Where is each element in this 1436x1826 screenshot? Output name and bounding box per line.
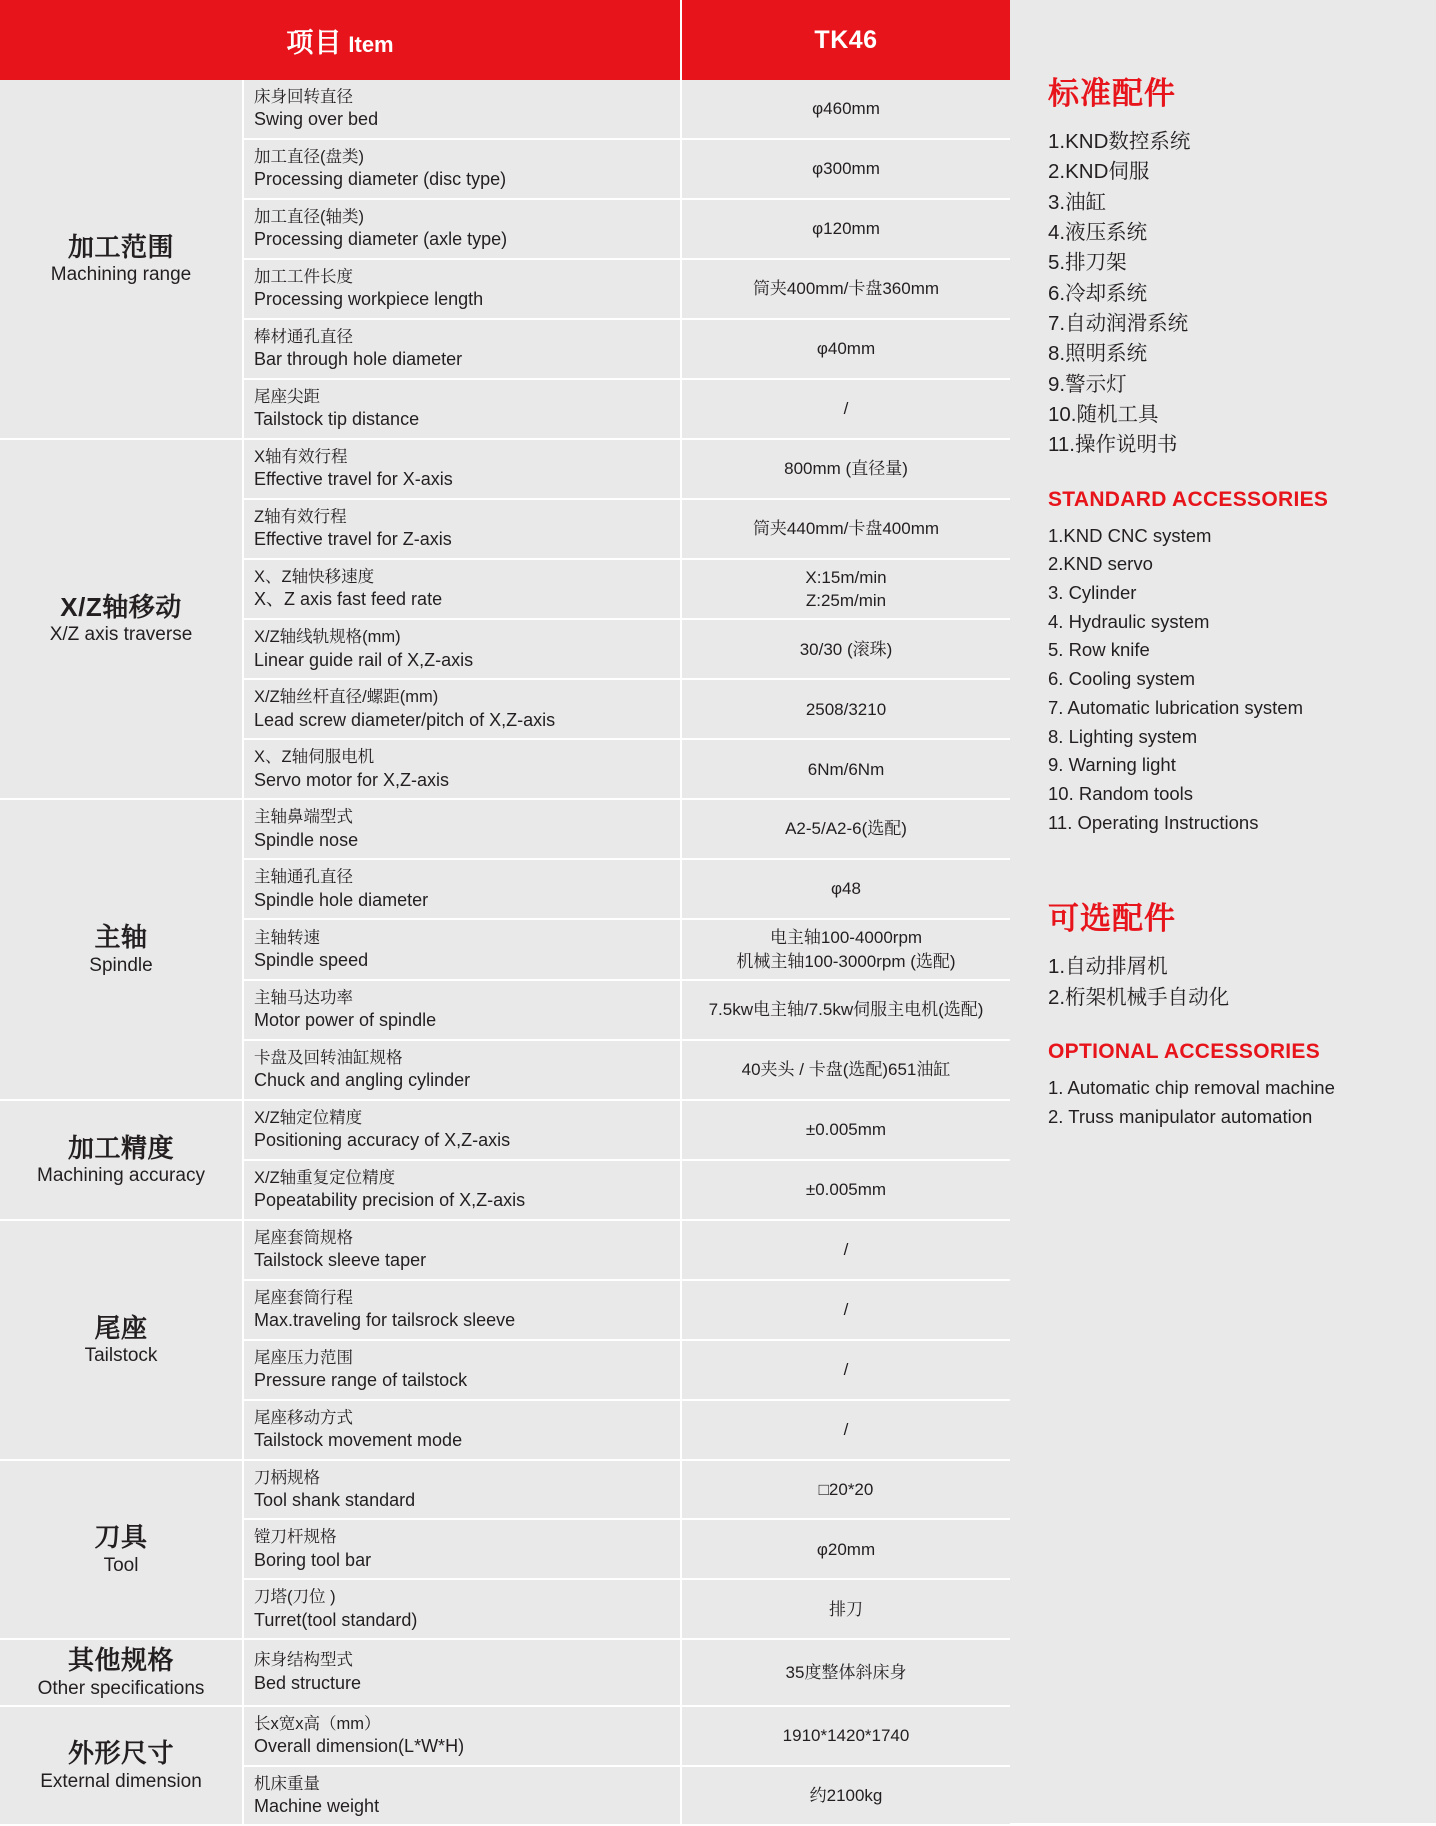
item-label-cn: X/Z轴重复定位精度	[254, 1168, 396, 1187]
value-cell	[681, 439, 1010, 499]
item-label-cn: 尾座套筒规格	[254, 1228, 353, 1247]
item-label-en: Machine weight	[254, 1795, 380, 1816]
value-line: 2508/3210	[805, 699, 887, 719]
item-label-en: Tailstock movement mode	[254, 1430, 463, 1450]
standard-accessories-list-cn	[1048, 127, 1408, 461]
standard-accessory-item-cn: 4.液压系统	[1048, 220, 1148, 244]
group-cell	[0, 799, 243, 1100]
panel-spacer	[1048, 863, 1408, 893]
item-label-en: Popeatability precision of X,Z-axis	[254, 1190, 526, 1211]
value-line: φ300mm	[812, 159, 880, 179]
item-label-en: Tailstock sleeve taper	[254, 1250, 427, 1271]
item-label-en: Bar through hole diameter	[254, 349, 463, 370]
value-cell	[681, 559, 1010, 620]
value-line: φ120mm	[812, 219, 880, 239]
accessories-panel	[1010, 0, 1436, 1823]
standard-accessory-item-en: 2.KND servo	[1048, 553, 1153, 575]
optional-accessory-item-cn: 2.桁架机械手自动化	[1048, 985, 1230, 1009]
item-cell	[243, 379, 681, 439]
value-line: 30/30 (滚珠)	[799, 639, 893, 659]
item-label-cn: 棒材通孔直径	[254, 327, 353, 346]
item-label-cn: 尾座套筒行程	[254, 1288, 353, 1307]
value-cell	[681, 919, 1010, 980]
item-label-en: Processing workpiece length	[254, 289, 484, 310]
item-label-en: Chuck and angling cylinder	[254, 1070, 471, 1091]
standard-accessory-item-cn: 3.油缸	[1048, 190, 1107, 214]
item-cell	[243, 1340, 681, 1400]
item-label-cn: 床身回转直径	[254, 88, 353, 106]
value-cell	[681, 379, 1010, 439]
optional-accessory-item-en: 2. Truss manipulator automation	[1048, 1105, 1313, 1127]
table-row	[0, 1100, 1010, 1160]
standard-accessory-item-en: 9. Warning light	[1048, 754, 1176, 776]
standard-accessory-item-cn: 6.冷却系统	[1048, 281, 1148, 305]
item-cell	[243, 139, 681, 199]
value-cell	[681, 199, 1010, 259]
item-label-cn: 主轴马达功率	[254, 989, 353, 1007]
value-line: φ460mm	[812, 99, 880, 119]
standard-accessory-item-cn: 9.警示灯	[1048, 372, 1127, 396]
item-label-cn: X、Z轴快移速度	[254, 567, 375, 586]
value-line: 机械主轴100-3000rpm (选配)	[736, 951, 956, 971]
value-cell	[681, 739, 1010, 799]
header-item	[0, 0, 681, 80]
group-cell	[0, 1639, 243, 1705]
value-line: 6Nm/6Nm	[807, 759, 885, 779]
item-label-cn: 加工直径(盘类)	[254, 147, 364, 166]
item-label-en: Spindle nose	[254, 829, 359, 850]
value-cell	[681, 1220, 1010, 1280]
item-label-cn: 加工直径(轴类)	[254, 207, 364, 226]
item-label-en: Bed structure	[254, 1672, 362, 1693]
item-cell	[243, 199, 681, 259]
value-line: X:15m/min	[805, 567, 887, 587]
item-label-cn: 镗刀杆规格	[254, 1528, 337, 1547]
group-cell	[0, 80, 243, 439]
standard-accessory-item-cn: 2.KND伺服	[1048, 160, 1150, 184]
group-label-en: Tailstock	[84, 1345, 158, 1366]
standard-accessory-item-en: 5. Row knife	[1048, 639, 1150, 661]
value-line: 35度整体斜床身	[785, 1662, 907, 1682]
item-label-cn: 长x宽x高（mm）	[254, 1714, 381, 1733]
value-cell	[681, 1579, 1010, 1639]
value-line: Z:25m/min	[805, 590, 887, 610]
item-cell	[243, 1160, 681, 1220]
value-line: 40夹头 / 卡盘(选配)651油缸	[741, 1060, 951, 1080]
item-cell	[243, 739, 681, 799]
item-label-en: Max.traveling for tailsrock sleeve	[254, 1310, 516, 1331]
item-cell	[243, 1460, 681, 1520]
value-line: 筒夹440mm/卡盘400mm	[752, 518, 940, 538]
group-label-cn: 刀具	[94, 1522, 148, 1553]
table-row	[0, 799, 1010, 859]
value-line: □20*20	[818, 1479, 874, 1499]
standard-accessory-item-cn: 10.随机工具	[1048, 402, 1159, 426]
optional-accessory-item-cn: 1.自动排屑机	[1048, 955, 1168, 979]
value-cell	[681, 619, 1010, 679]
group-label-cn: 外形尺寸	[67, 1738, 174, 1769]
item-label-en: Swing over bed	[254, 109, 379, 130]
standard-accessory-item-cn: 1.KND数控系统	[1048, 130, 1191, 153]
optional-accessories-list-en	[1048, 1074, 1408, 1131]
value-line: /	[843, 1419, 849, 1439]
group-label-cn: 主轴	[94, 922, 148, 953]
item-cell	[243, 1400, 681, 1460]
group-label-en: Spindle	[89, 954, 153, 976]
item-label-cn: X、Z轴伺服电机	[254, 748, 375, 767]
value-cell	[681, 1639, 1010, 1705]
group-label-en: Other specifications	[37, 1677, 205, 1699]
value-line: 排刀	[829, 1599, 863, 1619]
item-label-en: Servo motor for X,Z-axis	[254, 769, 450, 790]
standard-accessory-item-en: 11. Operating Instructions	[1048, 811, 1259, 833]
table-row	[0, 1460, 1010, 1520]
item-cell	[243, 679, 681, 739]
value-cell	[681, 1340, 1010, 1400]
value-line: 800mm (直径量)	[784, 458, 908, 478]
item-label-cn: 刀塔(刀位 )	[254, 1588, 336, 1607]
value-cell	[681, 679, 1010, 739]
item-label-cn: X/Z轴线轨规格(mm)	[254, 628, 401, 647]
group-label-en: Machining accuracy	[37, 1165, 205, 1187]
standard-accessory-item-en: 4. Hydraulic system	[1048, 610, 1210, 632]
item-cell	[243, 80, 681, 139]
group-label-en: External dimension	[40, 1770, 202, 1792]
item-cell	[243, 619, 681, 679]
table-body	[0, 80, 1010, 1825]
value-cell	[681, 799, 1010, 859]
item-label-cn: X轴有效行程	[254, 447, 348, 466]
standard-accessory-item-en: 1.KND CNC system	[1048, 524, 1212, 546]
group-label-en: X/Z axis traverse	[49, 624, 193, 646]
item-cell	[243, 1220, 681, 1280]
item-label-cn: 床身结构型式	[254, 1651, 353, 1670]
header-item-cn: 项目	[286, 27, 343, 58]
standard-accessories-title-cn: 标准配件	[1048, 76, 1176, 111]
value-cell	[681, 1100, 1010, 1160]
optional-accessory-item-en: 1. Automatic chip removal machine	[1048, 1077, 1335, 1099]
item-label-en: Effective travel for Z-axis	[254, 529, 452, 549]
item-label-cn: 主轴鼻端型式	[254, 808, 353, 827]
optional-accessories-title-en: OPTIONAL ACCESSORIES	[1048, 1039, 1321, 1063]
item-label-en: Processing diameter (disc type)	[254, 169, 507, 190]
value-cell	[681, 1460, 1010, 1520]
value-cell	[681, 80, 1010, 139]
table-row	[0, 80, 1010, 139]
item-cell	[243, 859, 681, 919]
table-head	[0, 0, 1010, 80]
standard-accessory-item-en: 6. Cooling system	[1048, 668, 1196, 690]
group-label-cn: X/Z轴移动	[60, 591, 182, 622]
item-label-en: Boring tool bar	[254, 1549, 372, 1570]
item-label-en: Linear guide rail of X,Z-axis	[254, 649, 474, 670]
item-label-cn: 机床重量	[254, 1774, 320, 1793]
value-line: φ48	[831, 879, 861, 899]
standard-accessory-item-cn: 8.照明系统	[1048, 342, 1148, 366]
item-cell	[243, 1639, 681, 1705]
standard-accessory-item-en: 8. Lighting system	[1048, 725, 1198, 747]
value-line: φ40mm	[816, 338, 876, 358]
item-label-cn: 尾座压力范围	[254, 1348, 353, 1367]
item-label-en: Tailstock tip distance	[254, 409, 420, 430]
item-label-cn: 刀柄规格	[254, 1468, 320, 1487]
group-label-cn: 加工范围	[67, 231, 174, 262]
group-cell	[0, 1460, 243, 1640]
value-line: /	[843, 1299, 849, 1319]
group-cell	[0, 1706, 243, 1826]
item-cell	[243, 259, 681, 319]
item-label-en: Tool shank standard	[254, 1489, 416, 1510]
standard-accessories-title-en: STANDARD ACCESSORIES	[1048, 487, 1329, 511]
header-model-value: TK46	[814, 25, 878, 54]
item-label-en: Positioning accuracy of X,Z-axis	[254, 1130, 511, 1151]
item-label-en: X、Z axis fast feed rate	[254, 589, 443, 610]
value-line: 7.5kw电主轴/7.5kw伺服主电机(选配)	[708, 1000, 984, 1020]
group-label-en: Tool	[103, 1554, 139, 1576]
value-cell	[681, 1400, 1010, 1460]
item-cell	[243, 1519, 681, 1579]
value-cell	[681, 1160, 1010, 1220]
table-row	[0, 439, 1010, 499]
group-label-cn: 尾座	[94, 1312, 148, 1343]
value-line: 筒夹400mm/卡盘360mm	[752, 279, 940, 299]
value-cell	[681, 139, 1010, 199]
item-cell	[243, 1040, 681, 1100]
item-cell	[243, 559, 681, 620]
optional-accessories-list-cn	[1048, 952, 1408, 1013]
item-label-en: Pressure range of tailstock	[254, 1370, 468, 1391]
value-cell	[681, 259, 1010, 319]
value-cell	[681, 1706, 1010, 1766]
standard-accessory-item-cn: 5.排刀架	[1048, 251, 1127, 275]
value-cell	[681, 980, 1010, 1040]
value-line: /	[843, 398, 849, 418]
item-label-cn: 尾座移动方式	[254, 1408, 353, 1427]
item-label-en: Overall dimension(L*W*H)	[254, 1736, 465, 1756]
item-cell	[243, 1280, 681, 1340]
item-label-en: Motor power of spindle	[254, 1010, 437, 1031]
standard-accessory-item-cn: 11.操作说明书	[1048, 433, 1178, 457]
value-cell	[681, 1040, 1010, 1100]
group-label-en: Machining range	[50, 264, 192, 286]
value-line: 约2100kg	[809, 1785, 883, 1805]
value-line: 电主轴100-4000rpm	[769, 928, 923, 948]
item-label-en: Lead screw diameter/pitch of X,Z-axis	[254, 709, 556, 730]
item-label-cn: 尾座尖距	[254, 387, 320, 406]
item-label-en: Turret(tool standard)	[254, 1609, 418, 1630]
header-model	[681, 0, 1010, 80]
value-line: φ20mm	[816, 1539, 876, 1559]
item-cell	[243, 919, 681, 980]
value-cell	[681, 1766, 1010, 1826]
item-label-en: Spindle hole diameter	[254, 889, 429, 910]
value-line: A2-5/A2-6(选配)	[785, 819, 907, 839]
item-label-en: Processing diameter (axle type)	[254, 229, 508, 250]
value-cell	[681, 319, 1010, 379]
item-cell	[243, 319, 681, 379]
group-label-cn: 加工精度	[67, 1132, 174, 1163]
group-cell	[0, 1100, 243, 1220]
value-line: ±0.005mm	[805, 1180, 887, 1200]
item-label-en: Spindle speed	[254, 950, 369, 971]
table-row	[0, 1639, 1010, 1705]
value-cell	[681, 499, 1010, 559]
group-cell	[0, 1220, 243, 1460]
table-row	[0, 1706, 1010, 1766]
value-line: /	[843, 1359, 849, 1379]
item-label-cn: 加工工件长度	[254, 267, 353, 286]
item-cell	[243, 1100, 681, 1160]
item-cell	[243, 1766, 681, 1826]
item-cell	[243, 499, 681, 559]
value-cell	[681, 859, 1010, 919]
item-label-cn: 主轴通孔直径	[254, 868, 353, 887]
item-label-en: Effective travel for X-axis	[254, 469, 453, 490]
item-cell	[243, 799, 681, 859]
standard-accessory-item-en: 7. Automatic lubrication system	[1048, 696, 1303, 718]
header-item-en: Item	[348, 31, 394, 57]
table-header-row	[0, 0, 1010, 80]
value-line: 1910*1420*1740	[782, 1725, 910, 1745]
item-cell	[243, 980, 681, 1040]
value-cell	[681, 1519, 1010, 1579]
standard-accessory-item-cn: 7.自动润滑系统	[1048, 311, 1189, 335]
item-label-cn: Z轴有效行程	[254, 507, 347, 526]
value-line: ±0.005mm	[805, 1120, 887, 1140]
item-cell	[243, 1706, 681, 1766]
item-cell	[243, 439, 681, 499]
value-line: /	[843, 1239, 849, 1259]
table-row	[0, 1220, 1010, 1280]
optional-accessories-title-cn: 可选配件	[1048, 901, 1176, 937]
standard-accessory-item-en: 10. Random tools	[1048, 782, 1194, 804]
group-label-cn: 其他规格	[67, 1645, 174, 1676]
item-label-cn: 卡盘及回转油缸规格	[254, 1048, 403, 1067]
item-cell	[243, 1579, 681, 1639]
standard-accessory-item-en: 3. Cylinder	[1048, 582, 1137, 604]
value-cell	[681, 1280, 1010, 1340]
item-label-cn: X/Z轴丝杆直径/螺距(mm)	[254, 688, 439, 707]
item-label-cn: X/Z轴定位精度	[254, 1108, 363, 1127]
item-label-cn: 主轴转速	[254, 928, 320, 947]
standard-accessories-list-en	[1048, 522, 1408, 837]
group-cell	[0, 439, 243, 800]
